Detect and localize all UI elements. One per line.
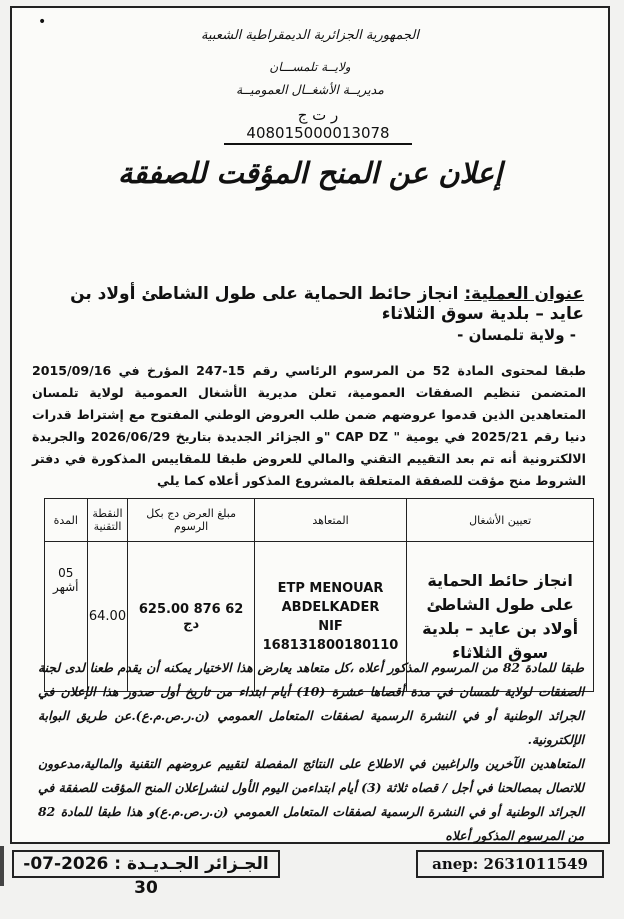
page-edge-bar (0, 846, 4, 886)
operation-wilaya: - ولاية تلمسان - (457, 326, 576, 344)
table-header-row (45, 499, 594, 542)
cell-points: 64.00 (87, 542, 128, 692)
reference-prefix: ر ت ج (297, 106, 339, 124)
appeal-paragraph: طبقا للمادة 82 من المرسوم المذكور أعلاه ،كل متعاهد يعارض هذا الاختيار يمكنه أن يقدم طعنا لدى لجنة الصفقات لولاية تلمسان في مدة أقصاها عشرة (10) أيام ابتداء من تاريخ أول صدور هذا الإعلان في الجرائد الوطنية أو في النشرة الرسمية لصفقات المتعامل العمومي (ن.ر.ص.م.ع).عن طريق البوابة الإلكترونية. (38, 660, 585, 747)
header-points: النقطة التقنية (87, 499, 128, 542)
header-contractor: المتعاهد (254, 499, 406, 542)
results-paragraph: المتعاهدين الآخرين والراغبين في الاطلاع على النتائج المفصلة لتقييم عروضهم التقنية والمالية،مدعوون للاتصال بمصالحنا في أجل / قصاه ثلاثة (3) أيام ابتداءمن اليوم الأول لنشرإعلان المنح المؤقت للصفقة في الجرائد الوطنية أو في النشرة الرسمية لصفقات المتعامل العمومي (ن.ر.ص.م.ع)و هذا طبقا للمادة 82 من المرسوم المذكور أعلاه (38, 756, 585, 843)
wilaya-heading: ولايــة تلمســـان (269, 60, 351, 74)
directorate-heading: مديريــة الأشغــال العموميــة (236, 82, 384, 97)
newspaper-date: الجـزائر الجـديـدة : 2026-07-30 (12, 850, 280, 878)
anep-number: anep: 2631011549 (416, 850, 604, 878)
nif-value: 168131800180110 (262, 637, 399, 653)
cell-amount: 62 876 625.00 دج (128, 542, 254, 692)
republic-heading: الجمهورية الجزائرية الديمقراطية الشعبية (201, 28, 419, 43)
announcement-title: إعلان عن المنح المؤقت للصفقة (117, 156, 503, 190)
header-works: تعيين الأشغال (407, 499, 594, 542)
operation-text: انجاز حائط الحماية على طول الشاطئ أولاد بن عايد – بلدية سوق الثلاثاء (70, 284, 584, 324)
cell-works: انجاز حائط الحماية على طول الشاطئ أولاد بن عايد – بلدية سوق الثلاثاء (407, 542, 594, 692)
reference-number (224, 106, 412, 145)
header-amount: مبلغ العرض دج بكل الرسوم (128, 499, 254, 542)
appeal-section (38, 656, 584, 848)
header-duration: المدة (45, 499, 88, 542)
contractor-name: ETP MENOUAR ABDELKADER (277, 580, 384, 615)
reference-value: 408015000013078 (246, 124, 390, 142)
body-paragraph: طبقا لمحتوى المادة 52 من المرسوم الرئاسي رقم 15-247 المؤرخ في 2015/09/16 المتضمن تنظيم الصفقات العمومية، تعلن مديرية الأشغال العمومية لولاية تلمسان المتعاهدين الذين قدموا عروضهم ضمن طلب العروض الوطني المفتوح مع إشتراط قدرات دنيا رقم 2025/21 في يومية " CAP DZ "و الجزائر الجديدة بتاريخ 2026/06/29 والجريدة الالكترونية أنه تم بعد التقييم التقني والمالي للعروض طبقا للمقاييس المذكورة في دفتر الشروط منح مؤقت للصفقة المتعلقة بالمشروع المذكور أعلاه كما يلي (32, 363, 586, 488)
operation-label: عنوان العملية: (464, 284, 584, 304)
operation-title (32, 284, 584, 324)
ink-dot: • (38, 14, 47, 30)
cell-duration: 05 أشهر (45, 542, 88, 692)
nif-label: NIF (318, 618, 343, 634)
announcement-page (10, 6, 610, 844)
